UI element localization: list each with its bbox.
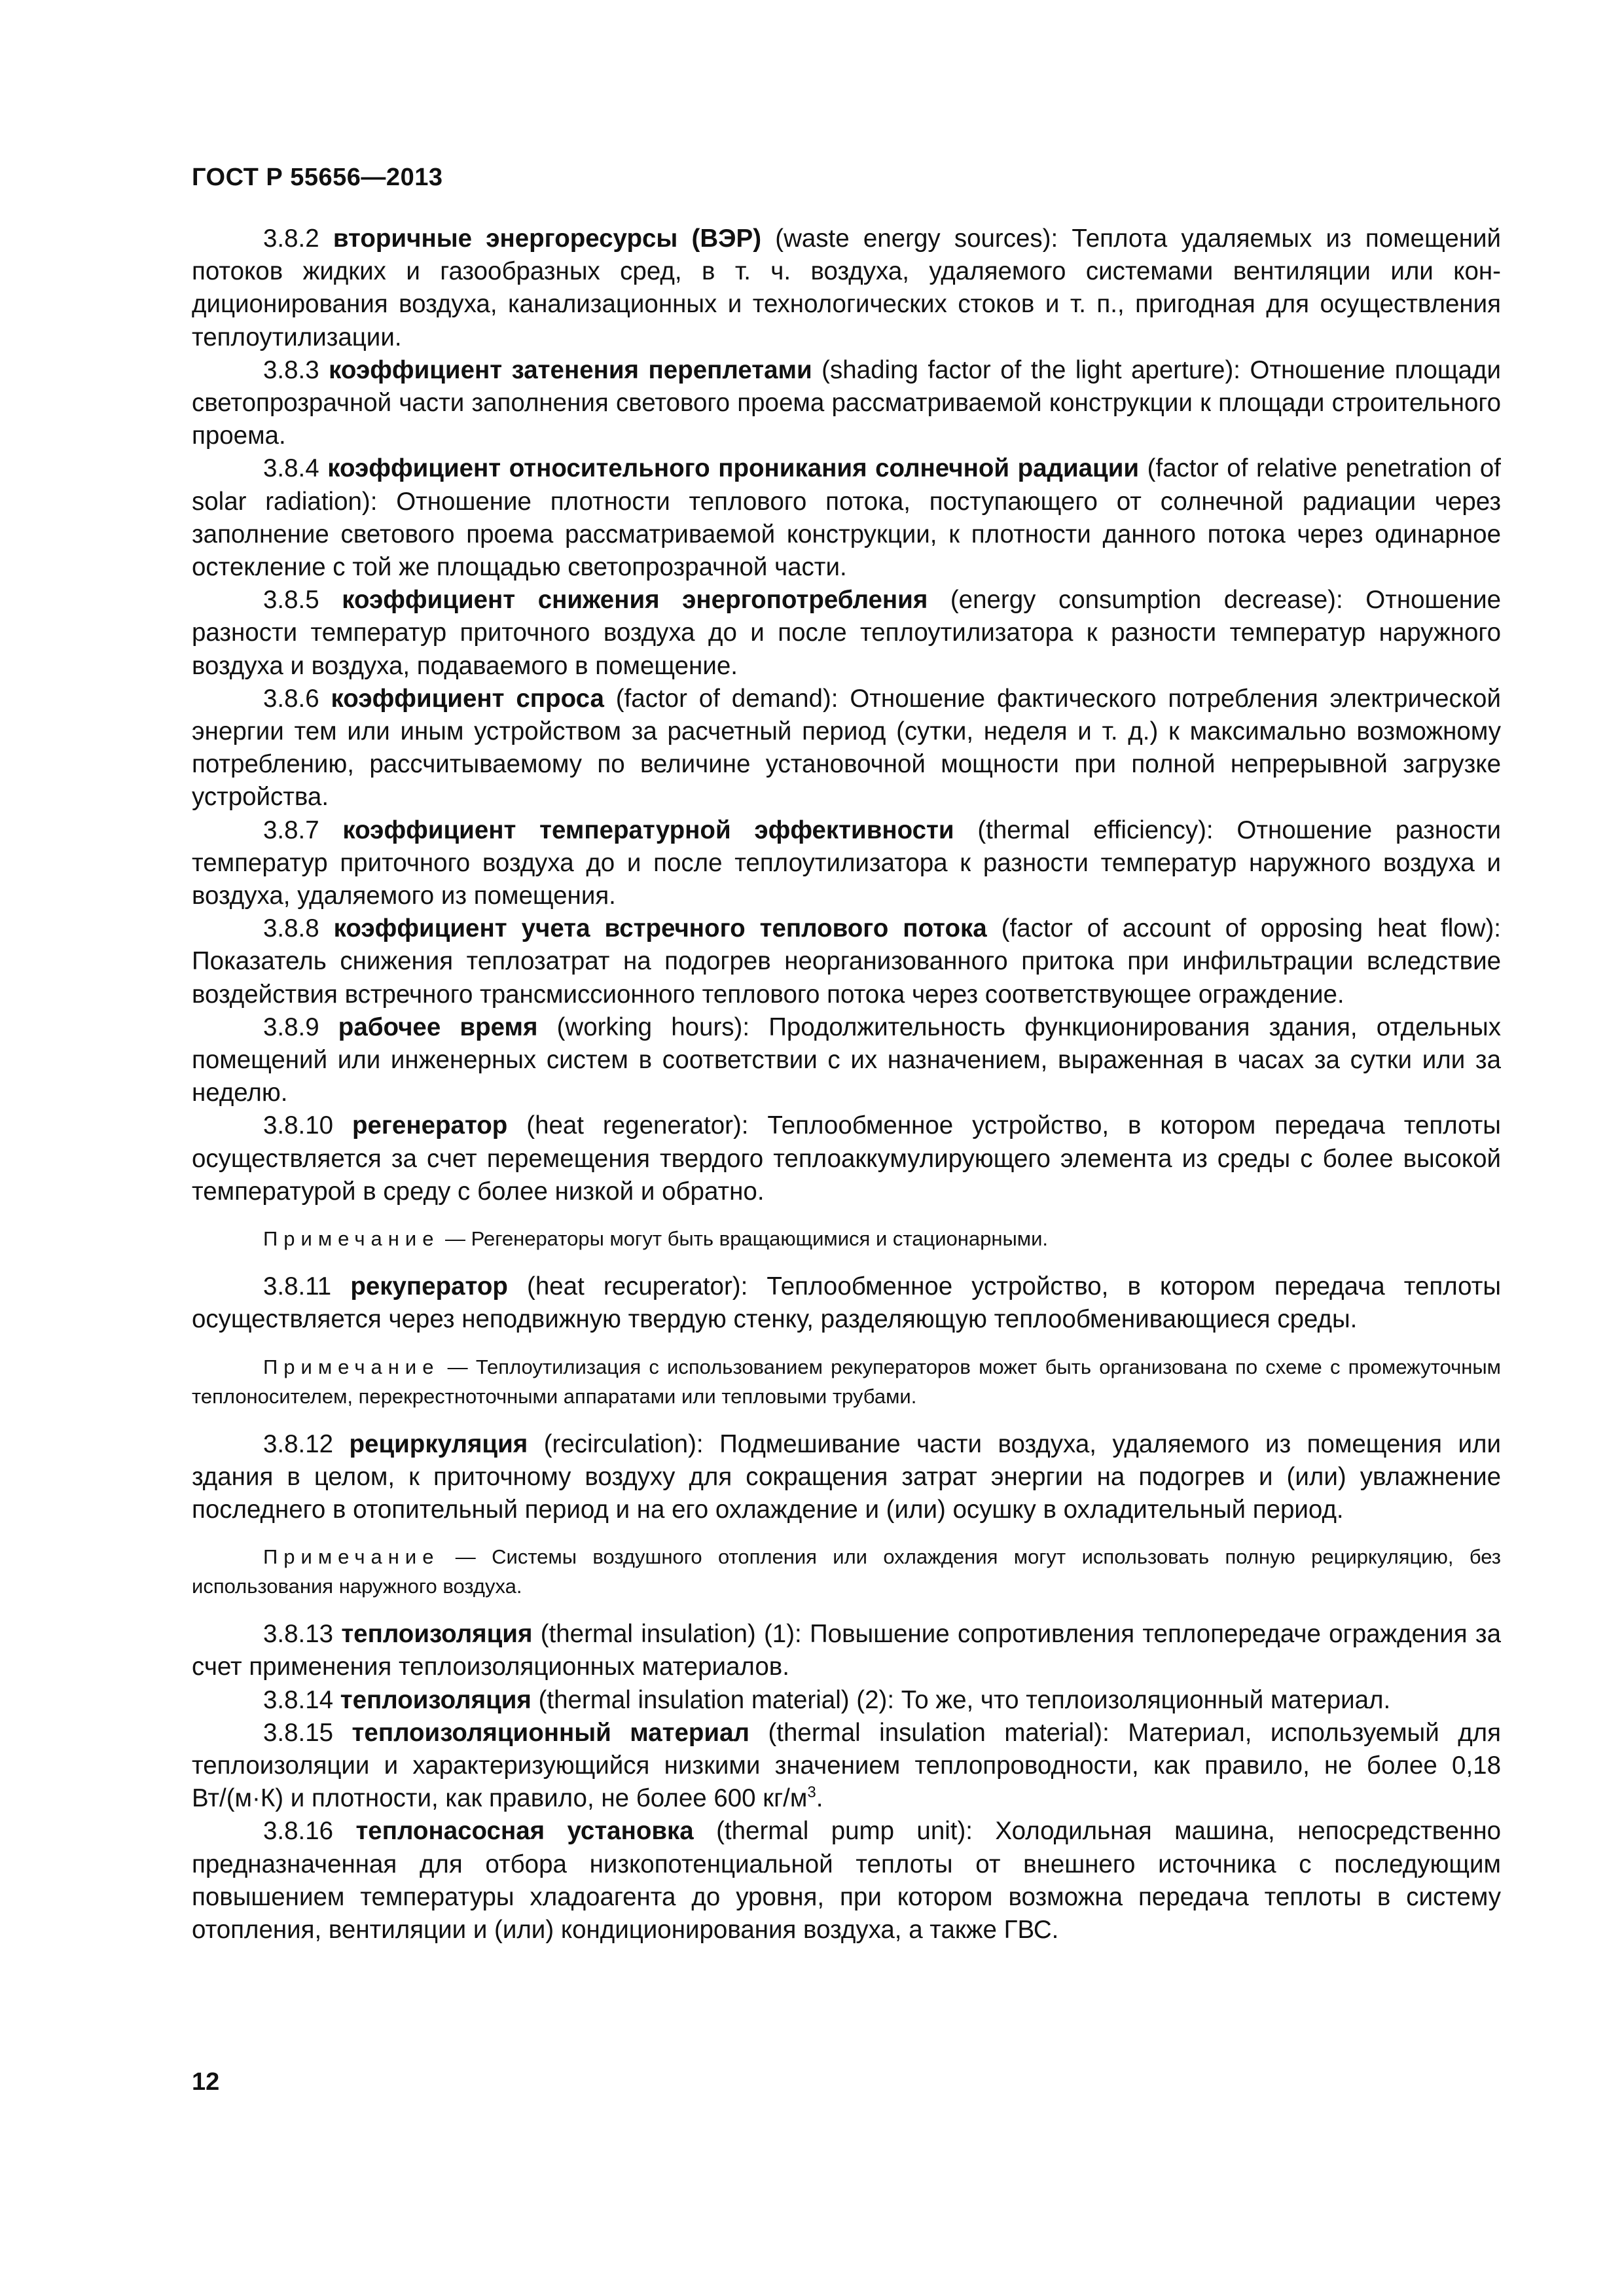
document-header: ГОСТ Р 55656—2013	[192, 164, 443, 191]
definition-3-8-11: 3.8.11 рекуператор (heat recuperator): Теплообменное устройство, в котором передача теплоты осуществляется через неподвижную твердую стенку, разделяющую теплообменивающиеся среды.	[192, 1272, 1501, 1334]
note-recuperator: Примечание — Теплоутилизация с использованием рекуператоров может быть организована по схеме с промежуточным теплоносителем, перекрестноточными аппаратами или тепловыми трубами.	[192, 1355, 1501, 1408]
definition-3-8-16: 3.8.16 теплонасосная установка (thermal pump unit): Холодильная машина, непосредственно предназначенная для отбора низкопотенциальной теплоты от внешнего источника с последующим повышением температуры хладоагента до уровня, при котором возможна передача теплоты в систему отопления, вентиляции и (или) кондиционирования воздуха, а также ГВС.	[192, 1817, 1501, 1944]
definition-3-8-8: 3.8.8 коэффициент учета встречного теплового потока (factor of account of opposing heat flow): Показатель снижения теплозатрат на подогрев неорганизованного притока при инфильтрации вследствие воздействия встречного трансмиссионного теплового потока через соответствующее ограждение.	[192, 914, 1501, 1009]
document-body	[192, 223, 1501, 1946]
definition-3-8-15: 3.8.15 теплоизоляционный материал (thermal insulation material): Материал, используемый для теплоизоляции и характеризующийся низкими значением теплопроводности, как правило, не более 0,18 Вт/(м·К) и плотности, как правило, не более 600 $кг/м^3$.	[192, 1718, 1501, 1813]
definition-3-8-5: 3.8.5 коэффициент снижения энергопотребления (energy consumption decrease): Отношение разности температур приточного воздуха до и после теплоутилизатора к разности температур наружного воздуха и воздуха, подаваемого в помещение.	[192, 586, 1501, 680]
definition-3-8-14: 3.8.14 теплоизоляция (thermal insulation material) (2): То же, что теплоизоляционный материал.	[263, 1685, 1391, 1714]
definition-3-8-4: 3.8.4 коэффициент относительного проникания солнечной радиации (factor of relative penetration of solar radiation): Отношение плотности теплового потока, поступающего от солнечной радиации через заполнение светового проема рассматриваемой конструкции, к плотности данного потока через одинарное остекление с той же площадью светопрозрачной части.	[192, 454, 1501, 582]
page-number: 12	[192, 2068, 220, 2096]
note-regenerator: Примечание — Регенераторы могут быть вращающимися и стационарными.	[263, 1227, 1049, 1251]
definition-3-8-13: 3.8.13 теплоизоляция (thermal insulation) (1): Повышение сопротивления теплопередаче ограждения за счет применения теплоизоляционных материалов.	[192, 1620, 1501, 1681]
definition-3-8-12: 3.8.12 рециркуляция (recirculation): Подмешивание части воздуха, удаляемого из помещения или здания в целом, к приточному воздуху для сокращения затрат энергии на подогрев и (или) увлажнение последнего в отопительный период и на его охлаждение и (или) осушку в охладительный период.	[192, 1429, 1501, 1524]
definition-3-8-2: 3.8.2 вторичные энергоресурсы (ВЭР) (waste energy sources): Теплота удаляемых из помещений потоков жидких и газообразных сред, в т. ч. воздуха, удаляемого системами вентиляции или кондиционирования воздуха, канализационных и технологических стоков и т. п., пригодная для осуществления теплоутилизации.	[192, 224, 1501, 351]
definition-3-8-9: 3.8.9 рабочее время (working hours): Продолжительность функционирования здания, отдельных помещений или инженерных систем в соответствии с их назначением, выраженная в часах за сутки или за неделю.	[192, 1013, 1501, 1107]
definition-3-8-3: 3.8.3 коэффициент затенения переплетами (shading factor of the light aperture): Отношение площади светопрозрачной части заполнения светового проема рассматриваемой конструкции к площади строительного проема.	[192, 355, 1501, 450]
definition-3-8-10: 3.8.10 регенератор (heat regenerator): Теплообменное устройство, в котором передача теплоты осуществляется за счет перемещения твердого теплоаккумулирующего элемента из среды с более высокой температурой в среду с более низкой и обратно.	[192, 1111, 1501, 1206]
definition-3-8-6: 3.8.6 коэффициент спроса (factor of demand): Отношение фактического потребления электрической энергии тем или иным устройством за расчетный период (сутки, неделя и т. д.) к максимально возможному потреблению, рассчитываемому по величине установочной мощности при полной непрерывной загрузке устройства.	[192, 684, 1501, 812]
note-recirculation: Примечание — Системы воздушного отопления или охлаждения могут использовать полную рециркуляцию, без использования наружного воздуха.	[192, 1545, 1501, 1598]
definition-3-8-7: 3.8.7 коэффициент температурной эффективности (thermal efficiency): Отношение разности температур приточного воздуха до и после теплоутилизатора к разности температур наружного воздуха и воздуха, удаляемого из помещения.	[192, 816, 1501, 910]
